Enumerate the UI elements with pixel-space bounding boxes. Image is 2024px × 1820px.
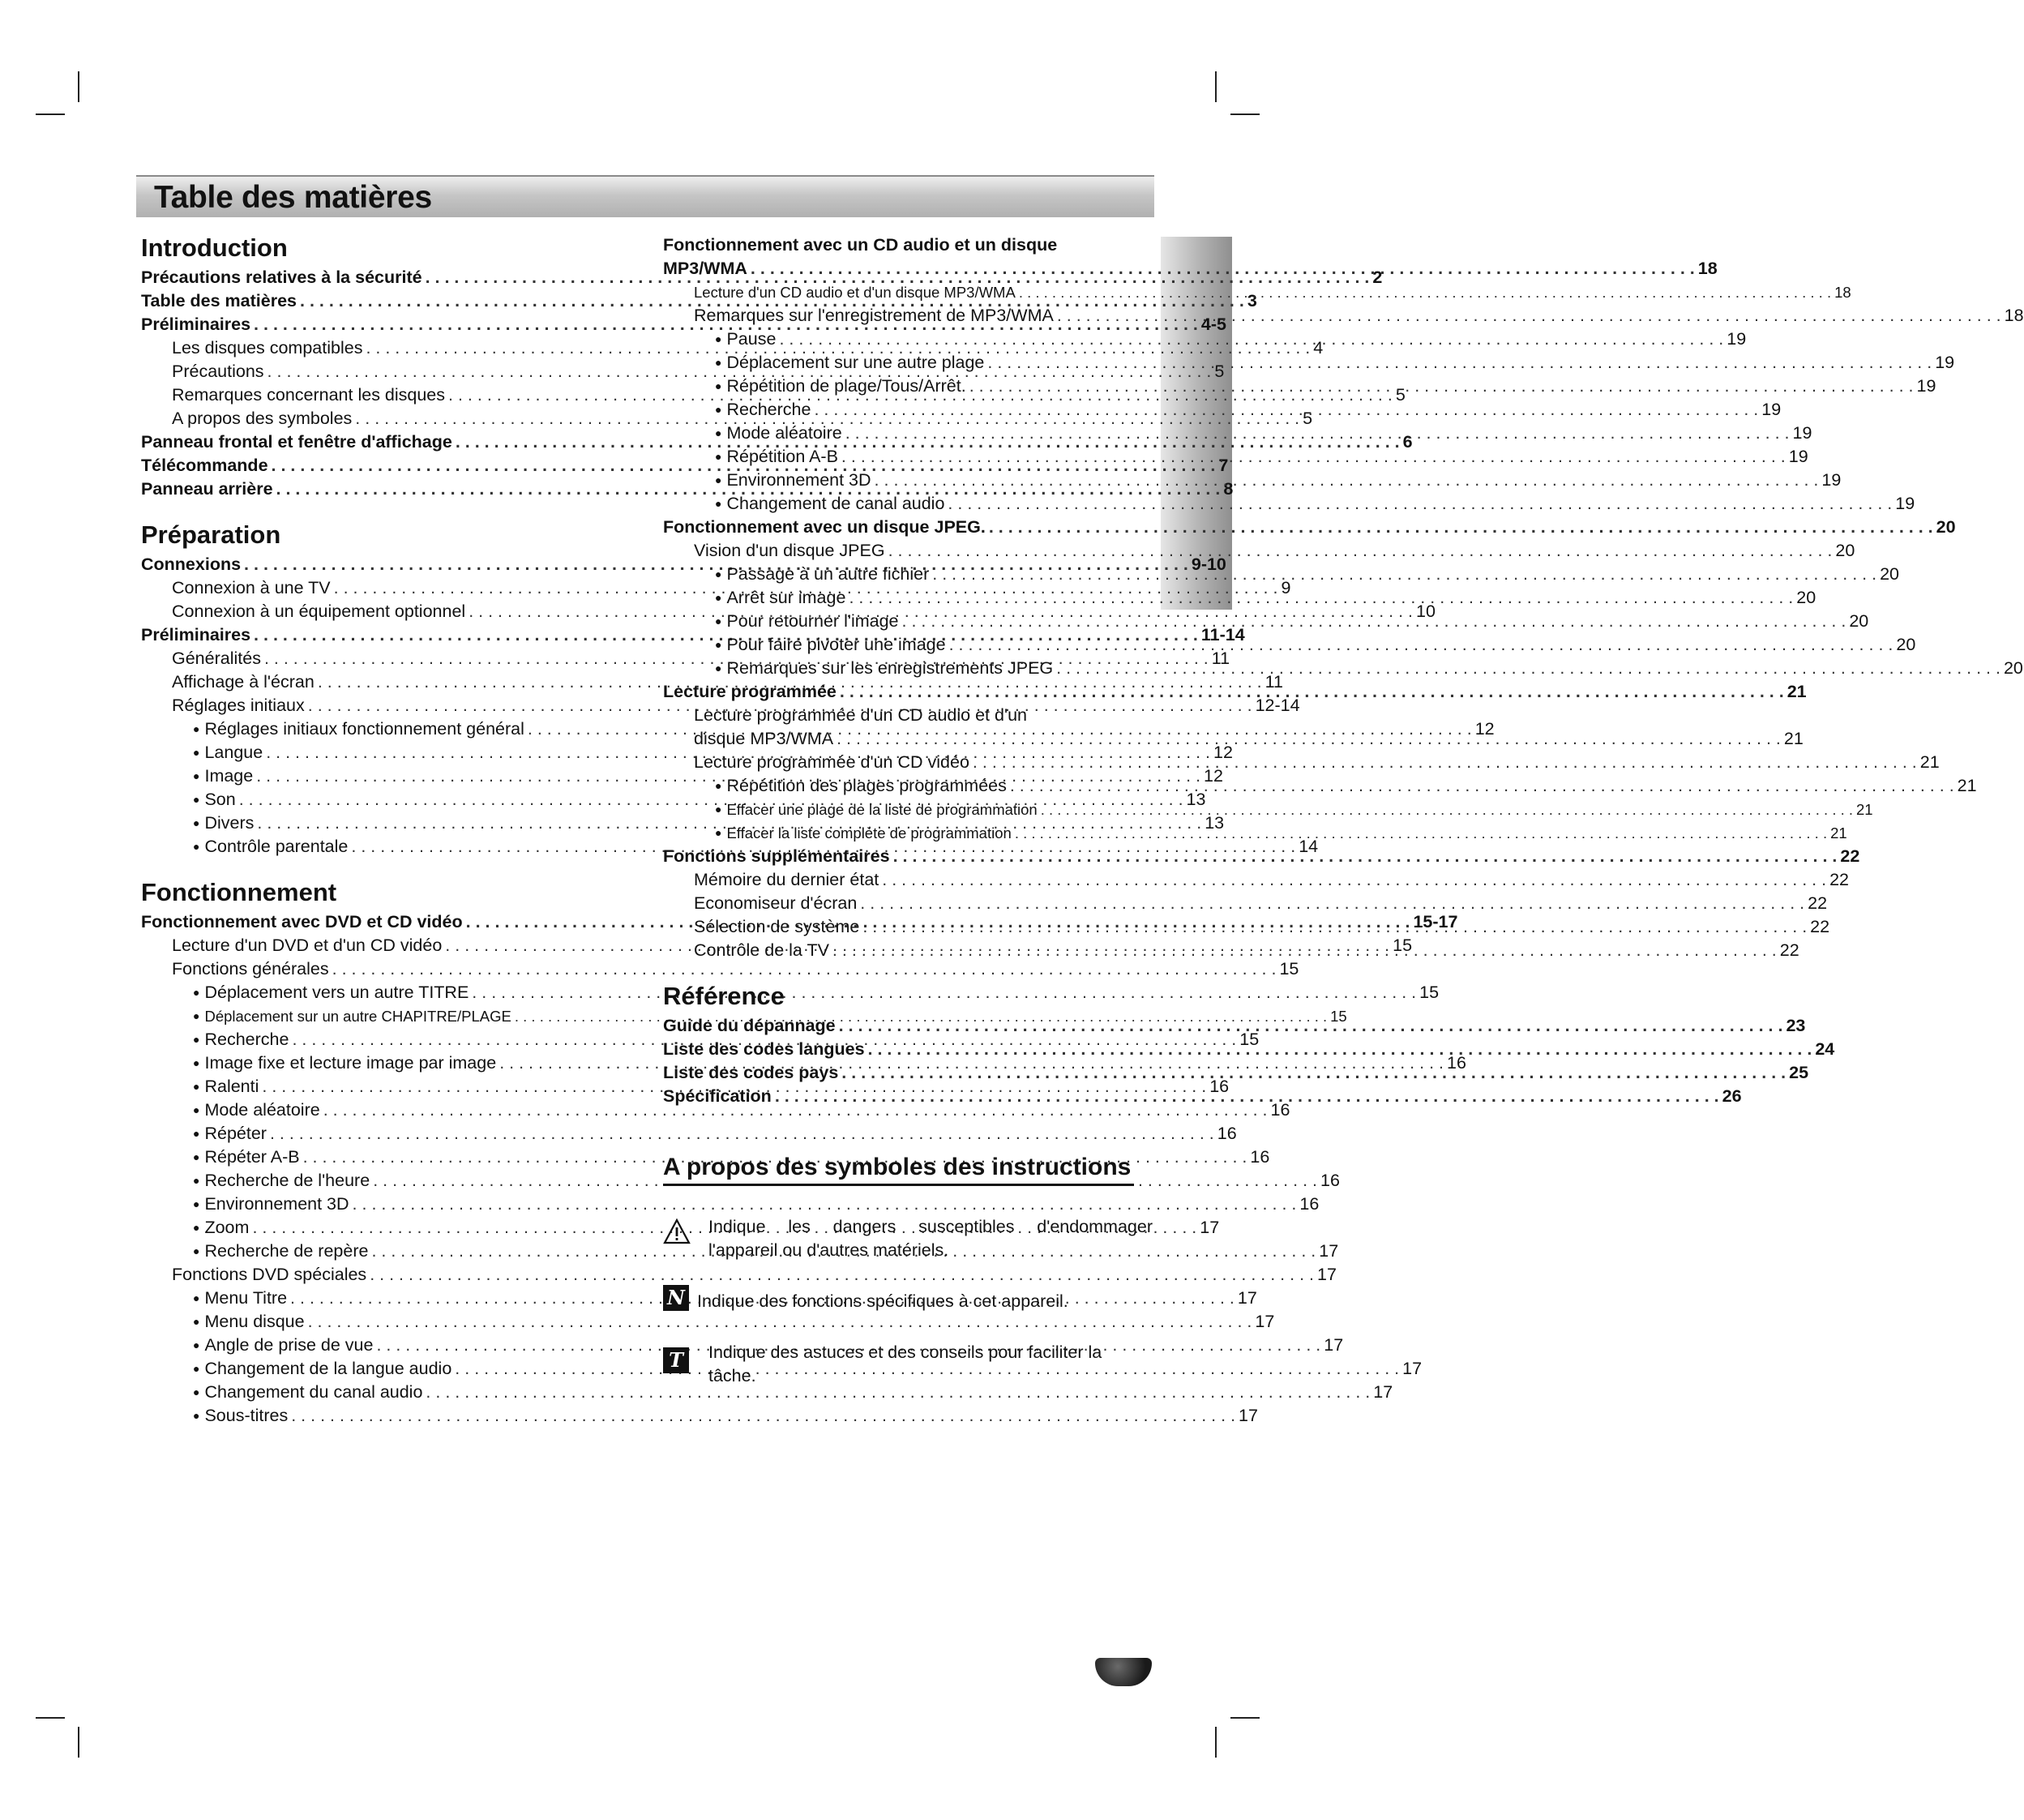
toc-page-number: 20: [1936, 517, 1956, 537]
toc-entry: [141, 1240, 1339, 1263]
toc-entry-text: ● Sous-titres: [193, 1404, 288, 1429]
dot-leader: [989, 516, 1933, 539]
dot-leader: [875, 469, 1819, 492]
dot-leader: [882, 868, 1826, 892]
toc-entry-text: ● Recherche de l'heure: [193, 1169, 370, 1194]
toc-entry: [663, 445, 1808, 469]
toc-entry-text: ● Déplacement vers un autre TITRE: [193, 981, 469, 1006]
toc-page-number: 16: [1250, 1147, 1270, 1167]
symbol-description: Indique des fonctions spécifiques à cet appareil.: [697, 1291, 1068, 1311]
toc-entry-text: ● Image fixe et lecture image par image: [193, 1051, 496, 1077]
toc-page-number: 25: [1789, 1063, 1809, 1082]
toc-page-number: 21: [1856, 801, 1873, 818]
toc-entry-text: Guide du dépannage: [663, 1016, 836, 1035]
toc-entry-text: Lecture d'un DVD et d'un CD vidéo: [172, 936, 443, 955]
crop-mark: [1215, 71, 1217, 102]
toc-entry: [663, 868, 1849, 892]
symbol-description: Indique des astuces et des conseils pour faciliter la tâche.: [708, 1343, 1102, 1385]
toc-page-number: 17: [1237, 1288, 1257, 1308]
toc-entry-text: ● Réglages initiaux fonctionnement général: [193, 717, 524, 743]
dot-leader: [1041, 798, 1853, 821]
toc-page-number: 17: [1200, 1218, 1220, 1237]
toc-page-number: 18: [1697, 259, 1718, 278]
page-title-bar: [136, 175, 1154, 217]
dot-leader: [832, 939, 1777, 962]
toc-page-number: 15: [1419, 983, 1440, 1002]
toc-entry-text: ● Passage à un autre fichier: [715, 563, 929, 588]
toc-entry: [663, 280, 1851, 304]
toc-main-entry: [663, 516, 1956, 539]
dot-leader: [1019, 280, 1831, 304]
toc-entry-text: Précautions relatives à la sécurité: [141, 268, 422, 287]
toc-entry-text: Connexion à une TV: [172, 578, 331, 597]
dot-leader: [841, 445, 1786, 469]
toc-entry: [663, 328, 1747, 351]
section-heading: Introduction: [141, 233, 288, 262]
toc-page-number: 21: [1919, 752, 1940, 772]
toc-entry-text: Affichage à l'écran: [172, 672, 315, 692]
crop-mark: [36, 113, 65, 115]
dot-leader: [270, 1122, 1214, 1146]
section-heading: Fonctionnement: [141, 878, 337, 906]
toc-entry-text: Lecture programmée d'un CD audio et d'un: [694, 705, 1027, 725]
toc-entry-text: Lecture programmée: [663, 682, 837, 701]
symbol-item-note: [663, 1286, 1153, 1313]
toc-entry-text: ● Pause: [715, 328, 776, 353]
toc-entry-text: MP3/WMA: [663, 259, 747, 278]
toc-entry-text: Fonctions DVD spéciales: [172, 1265, 367, 1284]
toc-entry-text: Précautions: [172, 362, 264, 381]
toc-entry: [141, 1404, 1258, 1428]
toc-entry-text: ● Contrôle parentale: [193, 835, 348, 860]
toc-page-number: 11: [1264, 672, 1283, 692]
crop-mark: [1230, 1717, 1260, 1719]
toc-page-number: 15: [1393, 936, 1413, 955]
dot-leader: [1056, 657, 2000, 680]
toc-entry-text: ● Son: [193, 788, 236, 813]
dot-leader: [839, 1014, 1783, 1038]
symbols-section: [663, 1151, 1153, 1388]
symbols-heading: A propos des symboles des instructions: [663, 1151, 1134, 1186]
toc-page-number: 20: [1896, 635, 1916, 654]
crop-mark: [78, 71, 79, 102]
crop-mark: [36, 1717, 65, 1719]
toc-page-number: 13: [1205, 813, 1225, 833]
toc-entry-text: Réglages initiaux: [172, 696, 305, 715]
toc-entry: [663, 469, 1842, 492]
toc-page-number: 5: [1303, 409, 1313, 428]
toc-entry-text: ● Mode aléatoire: [715, 422, 842, 447]
toc-page-number: 15: [1239, 1030, 1260, 1049]
toc-page-number: 15: [1279, 959, 1299, 979]
warning-triangle-icon: [663, 1218, 691, 1251]
toc-entry: [141, 1122, 1237, 1146]
section-heading: Préparation: [141, 520, 281, 549]
toc-entry: [141, 1334, 1344, 1357]
toc-entry-text: ● Remarques sur les enregistrements JPEG: [715, 657, 1053, 682]
toc-entry-text: ● Effacer la liste complète de programmation: [715, 821, 1012, 846]
toc-entry-text: ● Répétition des plages programmées: [715, 774, 1007, 799]
toc-page-number: 12: [1474, 719, 1495, 739]
toc-entry-text: Remarques concernant les disques: [172, 385, 446, 405]
dot-leader: [775, 1085, 1719, 1108]
toc-page-number: 16: [1209, 1077, 1230, 1096]
toc-page-number: 22: [1779, 940, 1799, 960]
toc-entry-text: ● Angle de prise de vue: [193, 1334, 373, 1359]
toc-main-entry: [663, 257, 1718, 280]
toc-entry: [663, 586, 1816, 610]
toc-page-number: 19: [1895, 494, 1915, 513]
toc-entry-text: Panneau arrière: [141, 479, 273, 499]
toc-entry-text: ● Répéter A-B: [193, 1146, 300, 1171]
toc-page-number: 16: [1320, 1171, 1340, 1190]
toc-entry: [663, 375, 1936, 398]
toc-entry-text: ● Changement de la langue audio: [193, 1357, 451, 1382]
dot-leader: [969, 375, 1914, 398]
toc-page-number: 17: [1255, 1312, 1275, 1331]
dot-leader: [751, 257, 1695, 280]
toc-page-number: 23: [1786, 1016, 1806, 1035]
toc-entry-text: ● Recherche de repère: [193, 1240, 368, 1265]
toc-entry-text: Connexion à un équipement optionnel: [172, 602, 466, 621]
toc-page-number: 15: [1330, 1008, 1347, 1025]
toc-entry-text: A propos des symboles: [172, 409, 353, 428]
toc-entry: [141, 1381, 1393, 1404]
dot-leader: [888, 539, 1833, 563]
toc-entry: [141, 1169, 1340, 1193]
toc-entry-text: Fonctionnement avec un CD audio et un disque: [663, 235, 1058, 255]
toc-entry: [663, 892, 1828, 915]
toc-entry-text: ● Langue: [193, 741, 263, 766]
toc-entry-text: ● Image: [193, 764, 253, 790]
toc-entry-text: ● Changement du canal audio: [193, 1381, 422, 1406]
toc-entry-text: ● Arrêt sur image: [715, 586, 845, 611]
toc-page-number: 16: [1299, 1194, 1320, 1214]
toc-page-number: 17: [1324, 1335, 1344, 1355]
tip-t-icon: T: [663, 1347, 689, 1373]
toc-heading-line: [663, 233, 1146, 257]
toc-page-number: 2: [1372, 268, 1383, 287]
toc-entry-text: disque MP3/WMA: [694, 729, 834, 748]
toc-page-number: 20: [2003, 658, 2023, 678]
toc-page-number: 10: [1416, 602, 1436, 621]
toc-page-number: 16: [1447, 1053, 1466, 1073]
toc-page-number: 4: [1313, 338, 1324, 358]
toc-page-number: 20: [1796, 588, 1816, 607]
toc-page-number: 19: [1916, 376, 1936, 396]
crop-mark: [1215, 1727, 1217, 1758]
dot-leader: [291, 1404, 1235, 1428]
toc-page-number: 18: [2004, 306, 2024, 325]
toc-entry: [663, 539, 1855, 563]
toc-entry-text: Economiseur d'écran: [694, 893, 858, 913]
toc-entry-text: ● Pour retourner l'image: [715, 610, 899, 635]
toc-page-number: 17: [1373, 1382, 1393, 1402]
toc-page-number: 8: [1223, 479, 1234, 499]
toc-page-number: 3: [1247, 291, 1257, 310]
toc-entry-text: ● Menu Titre: [193, 1287, 287, 1312]
toc-page-number: 20: [1835, 541, 1855, 560]
dot-leader: [860, 892, 1804, 915]
toc-page-number: 20: [1880, 564, 1899, 584]
dot-leader: [814, 398, 1758, 422]
toc-entry-text: ● Divers: [193, 812, 254, 837]
toc-entry-text: Préliminaires: [141, 625, 251, 644]
toc-page-number: 19: [1792, 423, 1812, 443]
toc-entry-text: Préliminaires: [141, 315, 251, 334]
dot-leader: [987, 351, 1932, 375]
toc-entry: [663, 492, 1915, 516]
toc-entry-text: ● Recherche: [193, 1028, 289, 1053]
crop-mark: [1230, 113, 1260, 115]
toc-entry-text: ● Zoom: [193, 1216, 249, 1241]
toc-entry-text: ● Déplacement sur une autre plage: [715, 351, 984, 376]
toc-page-number: 21: [1787, 682, 1807, 701]
dot-leader: [1057, 304, 2001, 328]
toc-entry-text: ● Déplacement sur un autre CHAPITRE/PLAGE: [193, 1004, 511, 1030]
symbol-item-warning: [663, 1215, 1153, 1262]
dot-leader: [902, 610, 1846, 633]
toc-entry-text: Liste des codes pays: [663, 1063, 839, 1082]
toc-page-number: 21: [1957, 776, 1977, 795]
toc-page-number: 19: [1935, 353, 1955, 372]
toc-page-number: 4-5: [1200, 315, 1226, 334]
toc-entry: [663, 704, 1146, 727]
toc-entry-text: Contrôle de la TV: [694, 940, 829, 960]
toc-entry-text: Sélection de système: [694, 917, 860, 936]
dot-leader: [862, 915, 1807, 939]
toc-entry-text: Fonctionnement avec DVD et CD vidéo: [141, 912, 463, 931]
dot-leader: [893, 845, 1838, 868]
toc-entry-text: ● Menu disque: [193, 1310, 305, 1335]
toc-page-number: 5: [1395, 385, 1406, 405]
toc-page-number: 6: [1402, 432, 1413, 452]
toc-page-number: 5: [1214, 362, 1225, 381]
page-title: Table des matières: [154, 180, 432, 215]
toc-page-number: 17: [1319, 1241, 1339, 1261]
toc-page-number: 17: [1239, 1406, 1258, 1425]
symbol-description: Indique les dangers susceptibles d'endommager l'appareil ou d'autres matériels.: [708, 1217, 1153, 1260]
dot-leader: [837, 727, 1781, 751]
toc-entry-text: ● Pour faire pivoter une image: [715, 633, 946, 658]
toc-entry: [663, 422, 1812, 445]
toc-entry: [663, 398, 1782, 422]
toc-entry-text: Panneau frontal et fenêtre d'affichage: [141, 432, 452, 452]
toc-entry: [141, 1263, 1337, 1287]
toc-page-number: 21: [1783, 729, 1804, 748]
toc-entry-text: Les disques compatibles: [172, 338, 363, 358]
toc-entry-text: ● Mode aléatoire: [193, 1098, 320, 1124]
toc-entry-text: ● Environnement 3D: [715, 469, 871, 494]
toc-page-number: 26: [1722, 1086, 1742, 1106]
toc-page-number: 12-14: [1255, 696, 1300, 715]
toc-entry-text: ● Ralenti: [193, 1075, 259, 1100]
toc-entry-text: Connexions: [141, 555, 242, 574]
toc-entry: [141, 957, 1299, 981]
toc-page-number: 20: [1849, 611, 1869, 631]
toc-page-number: 19: [1727, 329, 1747, 349]
toc-entry-text: ● Environnement 3D: [193, 1193, 349, 1218]
toc-entry-text: Lecture programmée d'un CD vidéo: [694, 752, 969, 772]
dot-leader: [932, 563, 1876, 586]
dot-leader: [948, 492, 1892, 516]
dot-leader: [973, 751, 1917, 774]
toc-page-number: 19: [1788, 447, 1808, 466]
toc-page-number: 12: [1204, 766, 1223, 786]
toc-entry-text: Fonctionnement avec un disque JPEG.: [663, 517, 986, 537]
toc-page-number: 17: [1402, 1359, 1423, 1378]
toc-page-number: 7: [1218, 456, 1229, 475]
toc-page-number: 14: [1299, 837, 1319, 856]
toc-entry-text: Télécommande: [141, 456, 268, 475]
toc-entry-text: Lecture d'un CD audio et d'un disque MP3/WMA: [694, 284, 1016, 301]
toc-entry-text: Fonctions générales: [172, 959, 329, 979]
section-heading-reference: Référence: [663, 982, 785, 1010]
dot-leader: [949, 633, 1893, 657]
toc-page-number: 19: [1821, 470, 1842, 490]
dot-leader: [1015, 821, 1827, 845]
toc-page-number: 18: [1834, 284, 1851, 301]
dot-leader: [849, 586, 1793, 610]
toc-page-number: 13: [1186, 790, 1206, 809]
note-n-icon: N: [663, 1285, 689, 1311]
toc-entry-text: ● Changement de canal audio: [715, 492, 944, 517]
toc-entry-text: ● Répétition A-B: [715, 445, 838, 470]
toc-entry-text: Spécification: [663, 1086, 772, 1106]
crop-mark: [78, 1727, 79, 1758]
toc-page-number: 22: [1808, 893, 1828, 913]
toc-entry-text: Liste des codes langues: [663, 1039, 865, 1059]
toc-entry: [663, 351, 1955, 375]
toc-page-number: 22: [1840, 846, 1860, 866]
toc-entry-text: ● Recherche: [715, 398, 811, 423]
toc-page-number: 19: [1761, 400, 1782, 419]
toc-entry: [141, 1098, 1290, 1122]
toc-page-number: 16: [1217, 1124, 1237, 1143]
toc-page-number: 22: [1829, 870, 1849, 889]
toc-entry-text: Fonctions supplémentaires: [663, 846, 890, 866]
toc-entry-text: Vision d'un disque JPEG: [694, 541, 885, 560]
toc-page-number: 24: [1815, 1039, 1835, 1059]
toc-page-number: 15-17: [1413, 912, 1458, 931]
toc-page-number: 9: [1281, 578, 1291, 597]
toc-page-number: 17: [1317, 1265, 1337, 1284]
dot-leader: [845, 422, 1790, 445]
toc-entry-text: Généralités: [172, 649, 261, 668]
toc-page-number: 21: [1830, 824, 1847, 841]
dot-leader: [1010, 774, 1954, 798]
dot-leader: [868, 1038, 1812, 1061]
dot-leader: [779, 328, 1723, 351]
toc-entry-text: Table des matières: [141, 291, 297, 310]
dot-leader: [840, 680, 1784, 704]
toc-entry-text: Remarques sur l'enregistrement de MP3/WMA: [694, 306, 1054, 325]
toc-entry: [141, 1310, 1275, 1334]
toc-page-number: 22: [1810, 917, 1830, 936]
page-number-tab: [1095, 1658, 1152, 1686]
toc-page-number: 11: [1211, 649, 1230, 668]
toc-page-number: 9-10: [1191, 555, 1226, 574]
toc-entry: [141, 1193, 1320, 1216]
toc-entry-text: ● Répéter: [193, 1122, 267, 1147]
toc-entry-text: ● Répétition de plage/Tous/Arrêt.: [715, 375, 966, 400]
toc-page-number: 11-14: [1200, 625, 1245, 644]
toc-page-number: 12: [1213, 743, 1233, 762]
symbol-item-tip: [663, 1341, 1153, 1388]
toc-page-number: 16: [1270, 1100, 1290, 1120]
toc-entry-text: Mémoire du dernier état: [694, 870, 879, 889]
toc-entry-text: ● Effacer une plage de la liste de programmation: [715, 798, 1038, 823]
dot-leader: [841, 1061, 1786, 1085]
